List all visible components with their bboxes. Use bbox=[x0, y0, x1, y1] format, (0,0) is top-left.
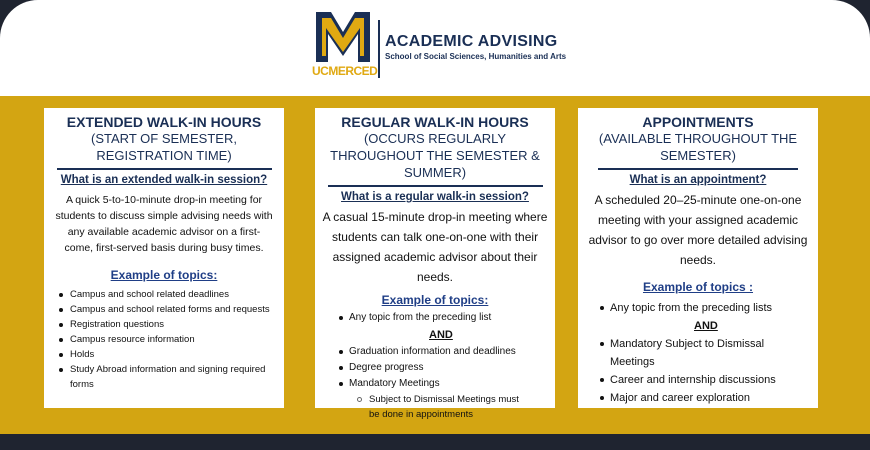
header-divider bbox=[378, 20, 380, 78]
list-item: Mandatory Subject to Dismissal Meetings bbox=[610, 335, 810, 371]
card-title: EXTENDED WALK-IN HOURS bbox=[66, 114, 262, 130]
list-item: Degree progress bbox=[349, 360, 549, 376]
divider bbox=[328, 185, 543, 187]
card-subtitle: (AVAILABLE THROUGHOUT THE SEMESTER) bbox=[598, 131, 798, 163]
list-item: Campus resource information bbox=[70, 332, 274, 347]
divider bbox=[57, 168, 272, 170]
card-title: REGULAR WALK-IN HOURS bbox=[341, 114, 529, 130]
list-item: Major and career exploration bbox=[610, 389, 810, 407]
list-item: Holds bbox=[70, 347, 274, 362]
topic-list bbox=[54, 287, 274, 392]
page-subtitle: School of Social Sciences, Humanities and Arts bbox=[385, 52, 567, 61]
and-separator: AND bbox=[694, 320, 718, 332]
card-title: APPOINTMENTS bbox=[642, 114, 754, 130]
card-regular-walk-in bbox=[315, 108, 555, 420]
topic-list bbox=[586, 299, 810, 407]
list-item: Campus and school related deadlines bbox=[70, 287, 274, 302]
card-extended-walk-in bbox=[44, 108, 284, 408]
list-item: Mandatory Meetings bbox=[349, 376, 549, 392]
card-question: What is a regular walk-in session? bbox=[341, 191, 529, 203]
list-item: Career and internship discussions bbox=[610, 371, 810, 389]
list-item: Any topic from the preceding lists bbox=[610, 299, 810, 317]
bottom-bar bbox=[0, 434, 870, 450]
topic-list bbox=[321, 310, 549, 422]
card-question: What is an extended walk-in session? bbox=[60, 174, 268, 186]
list-item: Campus and school related forms and requests bbox=[70, 302, 274, 317]
card-description: A scheduled 20–25-minute one-on-one meeting with your assigned academic advisor to go over more detailed advising needs. bbox=[588, 193, 808, 267]
uc-merced-logo bbox=[312, 12, 378, 82]
card-subtitle: (START OF SEMESTER, REGISTRATION TIME) bbox=[91, 131, 237, 163]
page-title: ACADEMIC ADVISING bbox=[385, 33, 558, 50]
logo-wordmark: UCMERCED bbox=[312, 64, 378, 78]
list-item: Any topic from the preceding list bbox=[349, 310, 549, 326]
card-subtitle: (OCCURS REGULARLY THROUGHOUT THE SEMESTER & SUMMER) bbox=[330, 131, 540, 180]
examples-label: Example of topics: bbox=[110, 268, 218, 282]
card-question: What is an appointment? bbox=[629, 174, 767, 186]
list-item: Registration questions bbox=[70, 317, 274, 332]
m-logo-icon bbox=[316, 12, 370, 62]
card-description: A casual 15-minute drop-in meeting where students can talk one-on-one with their assigned academic advisor about their needs. bbox=[322, 210, 548, 284]
list-item: Graduation information and deadlines bbox=[349, 344, 549, 360]
divider bbox=[598, 168, 798, 170]
sub-list-item-continued: be done in appointments bbox=[369, 409, 474, 420]
examples-label: Example of topics : bbox=[642, 280, 754, 294]
list-item: Study Abroad information and signing required forms bbox=[70, 362, 274, 392]
and-separator: AND bbox=[429, 329, 453, 341]
card-appointments bbox=[578, 108, 818, 408]
sub-list-item: Subject to Dismissal Meetings must bbox=[349, 392, 549, 407]
examples-label: Example of topics: bbox=[381, 293, 489, 307]
card-description: A quick 5-to-10-minute drop-in meeting for students to discuss simple advising needs with any available academic advisor on a first-come, first-served basis during busy times. bbox=[55, 194, 273, 254]
